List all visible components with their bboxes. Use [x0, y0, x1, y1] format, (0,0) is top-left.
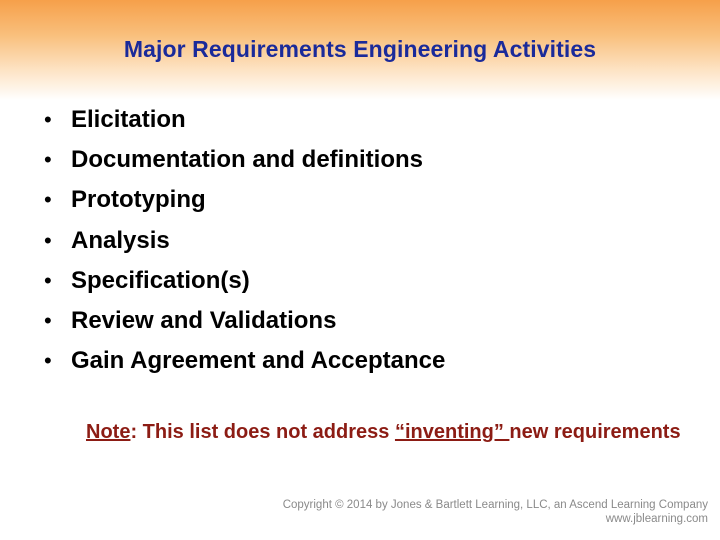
bullet-list — [44, 106, 445, 387]
note-text-before: : This list does not address — [130, 421, 395, 443]
list-item — [44, 186, 445, 226]
list-item — [44, 146, 445, 186]
bullet-icon: • — [44, 107, 52, 132]
list-item — [44, 106, 445, 146]
bullet-text: Gain Agreement and Acceptance — [71, 347, 446, 375]
bullet-text: Elicitation — [71, 106, 186, 133]
copyright-line: Copyright © 2014 by Jones & Bartlett Learning, LLC, an Ascend Learning Company — [282, 499, 708, 511]
list-item — [44, 267, 445, 307]
bullet-icon: • — [44, 348, 52, 374]
bullet-text: Documentation and definitions — [71, 146, 423, 174]
copyright-url: www.jblearning.com — [605, 513, 708, 525]
list-item — [44, 307, 445, 347]
bullet-icon: • — [44, 227, 52, 253]
note-text-after: new requirements — [509, 421, 681, 443]
list-item — [44, 227, 445, 267]
bullet-text: Analysis — [71, 226, 170, 254]
note-emphasis: “inventing” — [394, 421, 510, 443]
bullet-icon: • — [44, 267, 52, 293]
bullet-icon: • — [44, 187, 52, 213]
note-label: Note — [86, 421, 131, 443]
bullet-icon: • — [44, 147, 52, 173]
copyright-notice — [283, 498, 708, 526]
bullet-text: Prototyping — [71, 186, 206, 214]
bullet-icon: • — [44, 307, 52, 333]
slide-title: Major Requirements Engineering Activities — [123, 36, 597, 62]
bullet-text: Review and Validations — [71, 306, 337, 334]
list-item — [44, 347, 445, 387]
note-paragraph — [86, 418, 686, 447]
bullet-text: Specification(s) — [71, 266, 250, 294]
